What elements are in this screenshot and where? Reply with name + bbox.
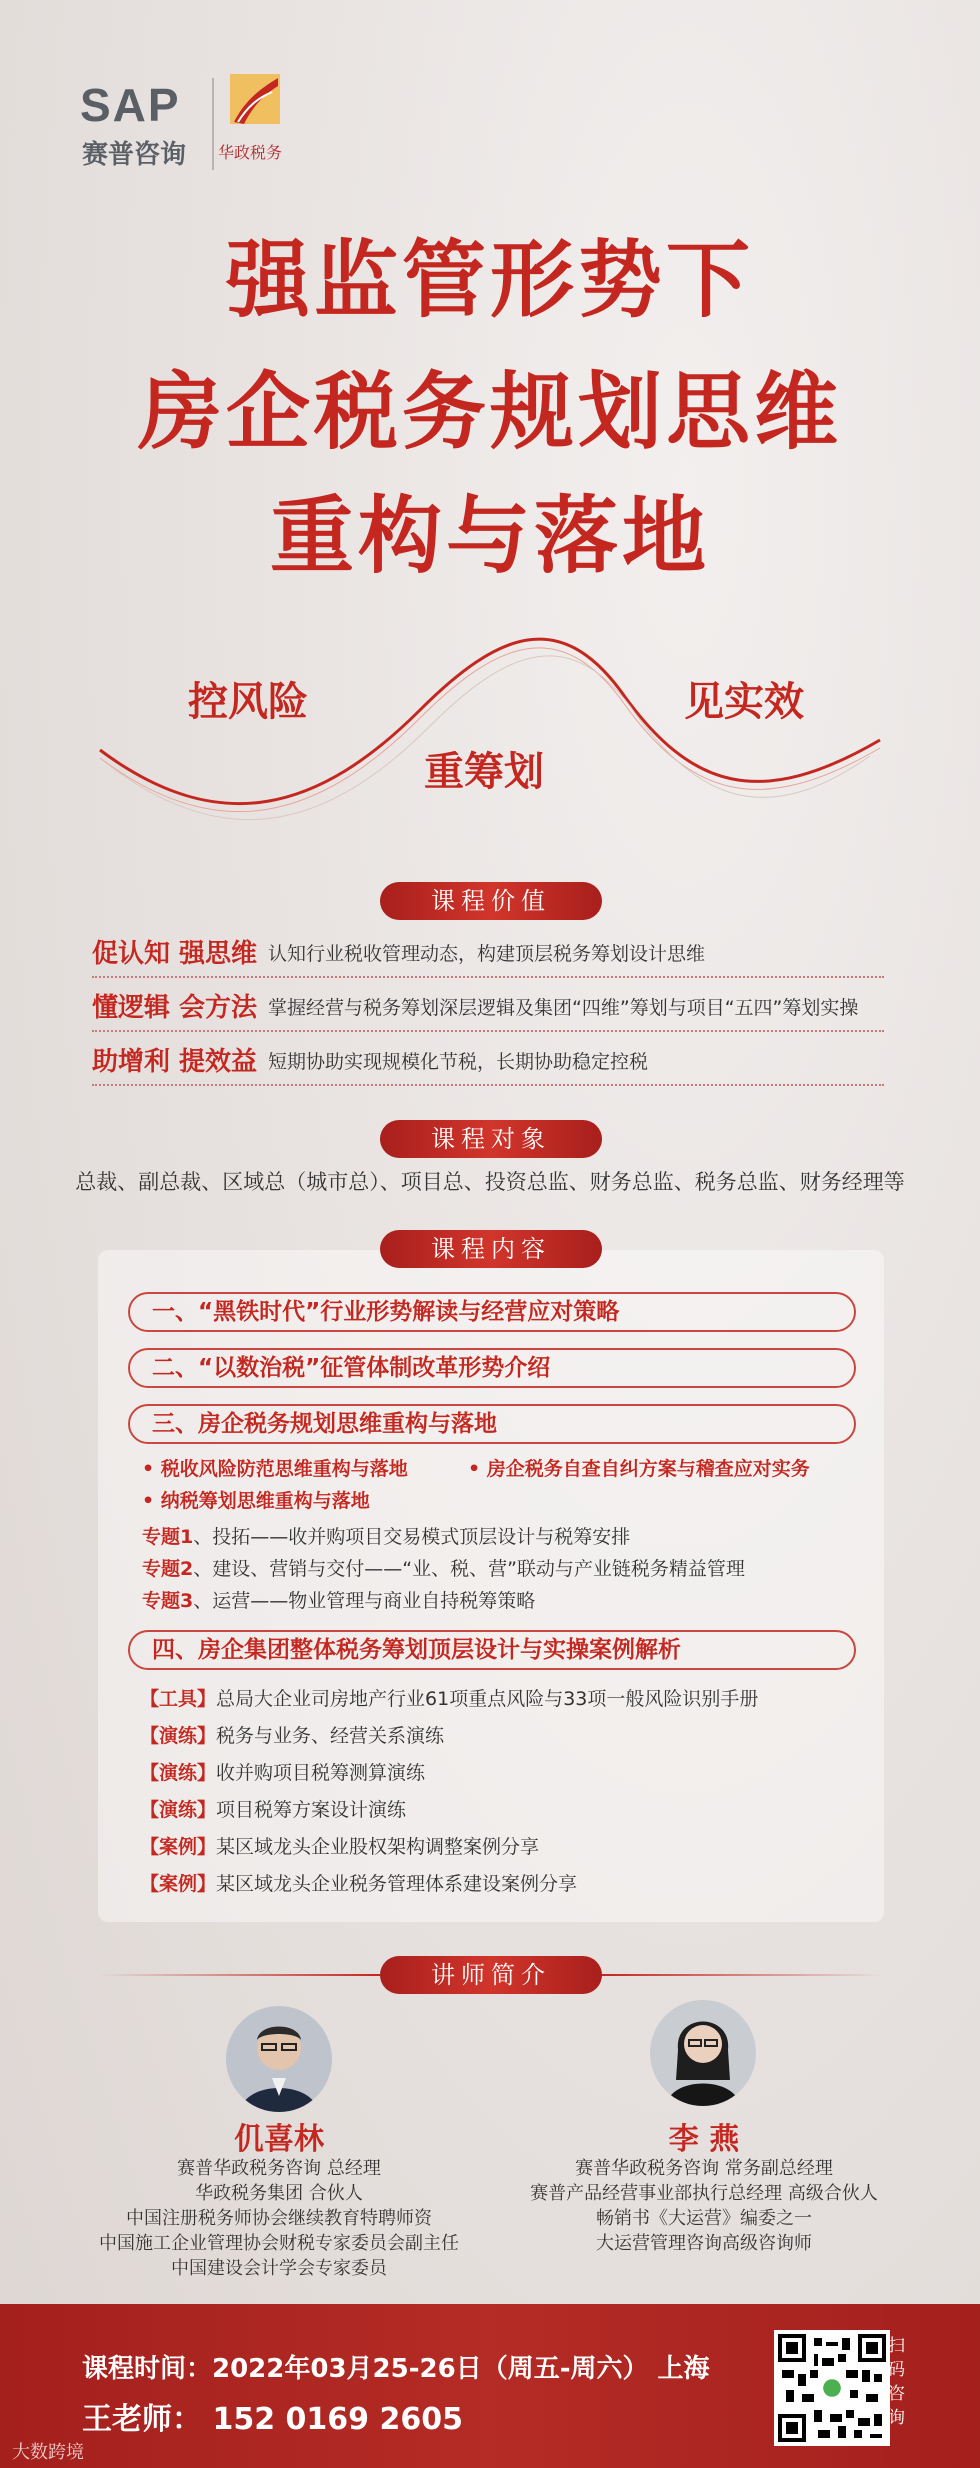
topic-row [142,1522,630,1549]
slogan-results: 见实效 [684,679,804,725]
module-title: 二、“以数治税”征管体制改革形势介绍 [152,1355,551,1381]
teacher-description: 赛普华政税务咨询 总经理 华政税务集团 合伙人 中国注册税务师协会继续教育特聘师资 中国施工企业管理协会财税专家委员会副主任 中国建设会计学会专家委员 [99,2158,459,2279]
item-text: 某区域龙头企业股权架构调整案例分享 [216,1836,540,1858]
item-tag: 【演练】 [140,1725,217,1747]
person-icon [650,2000,756,2106]
value-text: 短期协助实现规模化节税，长期协助稳定控税 [268,1051,649,1073]
qr-code-icon[interactable] [774,2330,890,2446]
section-title-value: 课程价值 [380,882,602,920]
teacher-avatar [226,2006,332,2112]
item-text: 收并购项目税筹测算演练 [216,1762,426,1784]
section-title-target: 课程对象 [380,1120,602,1158]
item-tag: 【演练】 [140,1762,217,1784]
scan-consult-label: 扫码咨询 [888,2336,905,2428]
contact-phone[interactable]: 王老师： 152 0169 2605 [82,2402,463,2437]
bullet-item: • 房企税务自查自纠方案与稽查应对实务 [468,1458,810,1480]
topic-text: 、运营——物业管理与商业自持税筹策略 [193,1590,536,1612]
content-item [140,1795,406,1822]
title-line-1: 强监管形势下 [225,231,754,329]
huazheng-logo-icon [228,72,282,134]
teacher-avatar [650,2000,756,2106]
teacher-name: 李 燕 [668,2122,740,2157]
item-text: 某区域龙头企业税务管理体系建设案例分享 [216,1873,578,1895]
slogan-planning: 重筹划 [424,749,544,795]
divider-line [98,1974,380,1976]
title-line-3: 重构与落地 [269,487,710,585]
watermark: 大数跨境 [12,2442,84,2463]
topic-row [142,1586,535,1613]
course-time: 课程时间：2022年03月25-26日（周五-周六） 上海 [82,2354,710,2384]
value-key: 促认知 强思维 [92,939,258,969]
value-key: 助增利 提效益 [92,1047,258,1077]
content-item [140,1869,577,1896]
module-pill [128,1348,856,1388]
module-title: 一、“黑铁时代”行业形势解读与经营应对策略 [152,1299,620,1325]
topic-label: 专题3 [142,1590,194,1612]
teacher-description: 赛普华政税务咨询 常务副总经理 赛普产品经营事业部执行总经理 高级合伙人 畅销书《大运营》编委之一 大运营管理咨询高级咨询师 [530,2158,878,2254]
value-text: 认知行业税收管理动态，构建顶层税务筹划设计思维 [268,943,706,965]
value-row [92,980,884,1032]
value-row [92,1034,884,1086]
item-tag: 【案例】 [140,1836,217,1858]
content-item [140,1721,444,1748]
slogan-control-risk: 控风险 [188,679,308,725]
module-title: 三、房企税务规划思维重构与落地 [152,1411,497,1437]
module-pill [128,1630,856,1670]
topic-text: 、建设、营销与交付——“业、税、营”联动与产业链税务精益管理 [193,1558,745,1580]
item-tag: 【演练】 [140,1799,217,1821]
item-text: 项目税筹方案设计演练 [216,1799,407,1821]
topic-row [142,1554,745,1581]
sap-logo-subtitle: 赛普咨询 [82,140,187,170]
wave-decoration [0,620,980,830]
divider-line [602,1974,884,1976]
content-item [140,1684,758,1711]
teacher-name: 仉喜林 [234,2122,324,2157]
huazheng-logo-subtitle: 华政税务 [218,143,283,162]
section-title-content: 课程内容 [380,1230,602,1268]
topic-label: 专题1 [142,1526,194,1548]
section-title-teacher: 讲师简介 [380,1956,602,1994]
bullet-item: • 纳税筹划思维重构与落地 [142,1490,370,1512]
title-line-2: 房企税务规划思维 [137,363,842,461]
module-pill [128,1404,856,1444]
topic-label: 专题2 [142,1558,194,1580]
item-text: 税务与业务、经营关系演练 [216,1725,445,1747]
topic-text: 、投拓——收并购项目交易模式顶层设计与税筹安排 [193,1526,631,1548]
bullet-item: • 税收风险防范思维重构与落地 [142,1458,408,1480]
content-item [140,1758,425,1785]
content-item [140,1832,539,1859]
target-audience-text: 总裁、副总裁、区域总（城市总）、项目总、投资总监、财务总监、税务总监、财务经理等 [75,1170,905,1194]
value-row [92,926,884,978]
logo-divider [212,78,214,170]
item-text: 总局大企业司房地产行业61项重点风险与33项一般风险识别手册 [216,1688,759,1710]
value-key: 懂逻辑 会方法 [92,993,258,1023]
sap-logo: SAP [80,79,181,131]
item-tag: 【工具】 [140,1688,217,1710]
module-pill [128,1292,856,1332]
module-title: 四、房企集团整体税务筹划顶层设计与实操案例解析 [152,1637,681,1663]
item-tag: 【案例】 [140,1873,217,1895]
value-text: 掌握经营与税务筹划深层逻辑及集团“四维”筹划与项目“五四”筹划实操 [268,997,859,1019]
person-icon [226,2006,332,2112]
